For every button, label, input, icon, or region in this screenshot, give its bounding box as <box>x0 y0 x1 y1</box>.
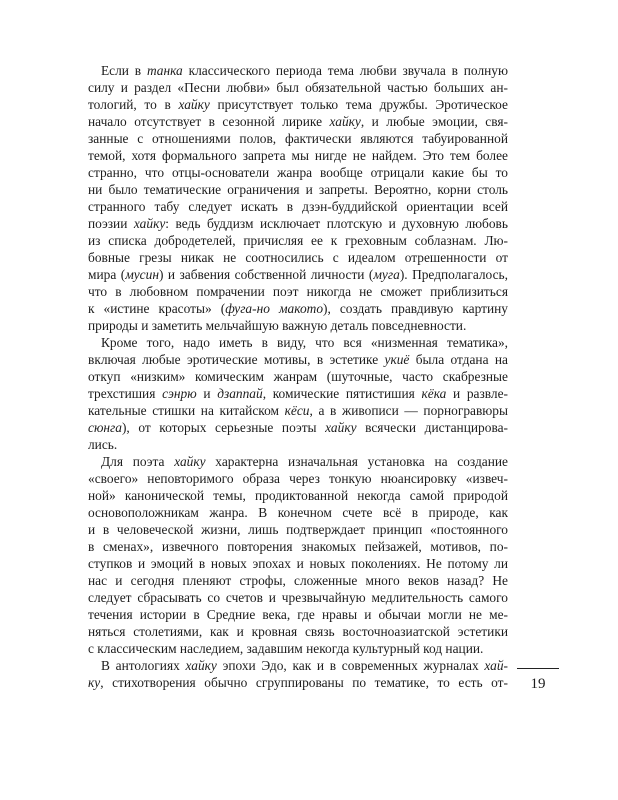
text-line <box>88 300 508 317</box>
text-line: ступков и эмоций в новых эпохах и новых поколениях. Не потому ли <box>88 556 508 571</box>
text-line: странно, что отцы-основатели жанра вообще отрицали какие бы то <box>88 165 508 180</box>
text-run: классического периода тема любви звучала в полную <box>182 63 508 78</box>
italic-term: дзаппай <box>217 386 263 401</box>
text-run: ). Предполагалось, <box>399 267 508 282</box>
text-run: характерна изначальная установка на создание <box>205 454 508 469</box>
italic-term: хай- <box>484 658 508 673</box>
text-line: силу и раздел «Песни любви» был обязательной частью больших ан- <box>88 80 508 95</box>
text-run: мира ( <box>88 267 126 282</box>
text-line: с классическим наследием, задавшим некогда культурный код нации. <box>88 641 484 656</box>
text-line <box>88 351 508 368</box>
italic-term: муга <box>373 267 400 282</box>
text-line: и в человеческой жизни, лишь подтверждает принцип «постоянного <box>88 522 508 537</box>
italic-term: кёка <box>421 386 447 401</box>
paragraph <box>88 453 508 657</box>
text-run: , а в живописи — порногравюры <box>309 403 508 418</box>
text-run: к «истине красоты» ( <box>88 301 226 316</box>
italic-term: танка <box>146 63 183 78</box>
text-line <box>88 657 508 674</box>
text-line: природы и заметить мельчайшую важную деталь повседневности. <box>88 318 467 333</box>
text-run: и развле- <box>446 386 508 401</box>
text-run: включая любые эротические мотивы, в эстетике <box>88 352 385 367</box>
text-line: что в любовном помрачении поэт никогда не сможет приблизиться <box>88 284 508 299</box>
italic-term: сюнга <box>88 420 122 435</box>
italic-term: ку <box>88 675 101 690</box>
paragraph <box>88 62 508 334</box>
text-line: ни было тематические ограничения и запреты. Вероятно, корни столь <box>88 182 508 197</box>
page-number: 19 <box>530 676 546 692</box>
text-line: няться столетиями, как и кровная связь восточноазиатской эстетики <box>88 624 508 639</box>
text-line <box>88 674 508 691</box>
text-line: основоположникам жанра. В конечном счете всё в природе, как <box>88 505 508 520</box>
italic-term: фуга-но макото <box>225 301 324 316</box>
page-body <box>88 62 508 691</box>
text-run: В антологиях <box>101 658 186 673</box>
text-line <box>88 215 508 232</box>
text-line <box>88 113 508 130</box>
text-line: «своего» неповторимого образа через тонкую нюансировку «извеч- <box>88 471 508 486</box>
text-run: : ведь буддизм исключает плотскую и духовную любовь <box>165 216 508 231</box>
text-line: Кроме того, надо иметь в виду, что вся «низменная тематика», <box>101 335 508 350</box>
text-line: лись. <box>88 437 118 452</box>
text-line <box>88 96 508 113</box>
italic-term: сэнрю <box>162 386 197 401</box>
text-line: течения истории в Средние века, где нравы и обычаи могли не ме- <box>88 607 508 622</box>
text-line <box>88 266 508 283</box>
italic-term: хайку <box>133 216 166 231</box>
text-line: занные с отношениями полов, фактически являются табуированной <box>88 131 508 146</box>
text-line: странного табу следует искать в дзэн-буддийской ориентации всей <box>88 199 508 214</box>
page-number-rule <box>517 668 559 669</box>
italic-term: мусин <box>125 267 159 282</box>
paragraph <box>88 657 508 691</box>
text-line: ной» канонической темы, продиктованной некогда самой природой <box>88 488 508 503</box>
text-line: темой, хотя формального запрета мы нигде не найдем. Это тем более <box>88 148 508 163</box>
italic-term: хайку <box>178 97 210 112</box>
text-line: из списка добродетелей, причисляя ее к греховным соблазнам. Лю- <box>88 233 508 248</box>
text-run: поэзии <box>88 216 134 231</box>
text-run: Если в <box>101 63 147 78</box>
text-line: следует сбрасывать со счетов и чрезвычайную медлительность самого <box>88 590 508 605</box>
text-run: ), от которых серьезные поэты <box>121 420 326 435</box>
text-run: эпохи Эдо, как и в современных журналах <box>216 658 485 673</box>
text-run: присутствует только тема дружбы. Эротическое <box>209 97 508 112</box>
text-run: ), создать правдивую картину <box>323 301 508 316</box>
text-run: была отдана на <box>409 352 508 367</box>
text-line: откуп «низким» комическим жанрам (шуточные, часто скабрезные <box>88 369 508 384</box>
text-run: всячески дистанцирова- <box>356 420 508 435</box>
text-run: , стихотворения обычно сгруппированы по тематике, то есть от- <box>100 675 508 690</box>
italic-term: хайку <box>174 454 206 469</box>
italic-term: хайку <box>185 658 217 673</box>
text-line <box>88 62 508 79</box>
text-run: , и любые эмоции, свя- <box>360 114 508 129</box>
text-run: и <box>196 386 218 401</box>
text-line: бовные грезы никак не соотносились с идеалом отрешенности от <box>88 250 508 265</box>
text-run: ) и забвения собственной личности ( <box>158 267 374 282</box>
text-run: тологий, то в <box>88 97 179 112</box>
italic-term: укиё <box>384 352 410 367</box>
text-line: в сменах», извечного повторения знакомых пейзажей, мотивов, по- <box>88 539 508 554</box>
paragraph <box>88 334 508 453</box>
text-line <box>88 453 508 470</box>
text-run: начало отсутствует в сезонной лирике <box>88 114 330 129</box>
italic-term: кёси <box>284 403 310 418</box>
text-line <box>88 402 508 419</box>
text-run: кательные стишки на китайском <box>88 403 285 418</box>
italic-term: хайку <box>325 420 357 435</box>
text-run: Для поэта <box>101 454 175 469</box>
italic-term: хайку <box>329 114 361 129</box>
text-run: , комические пятистишия <box>262 386 422 401</box>
text-run: трехстишия <box>88 386 163 401</box>
text-line <box>88 419 508 436</box>
text-line <box>88 385 508 402</box>
text-line: нас и сегодня пленяют строфы, сложенные много веков назад? Не <box>88 573 508 588</box>
